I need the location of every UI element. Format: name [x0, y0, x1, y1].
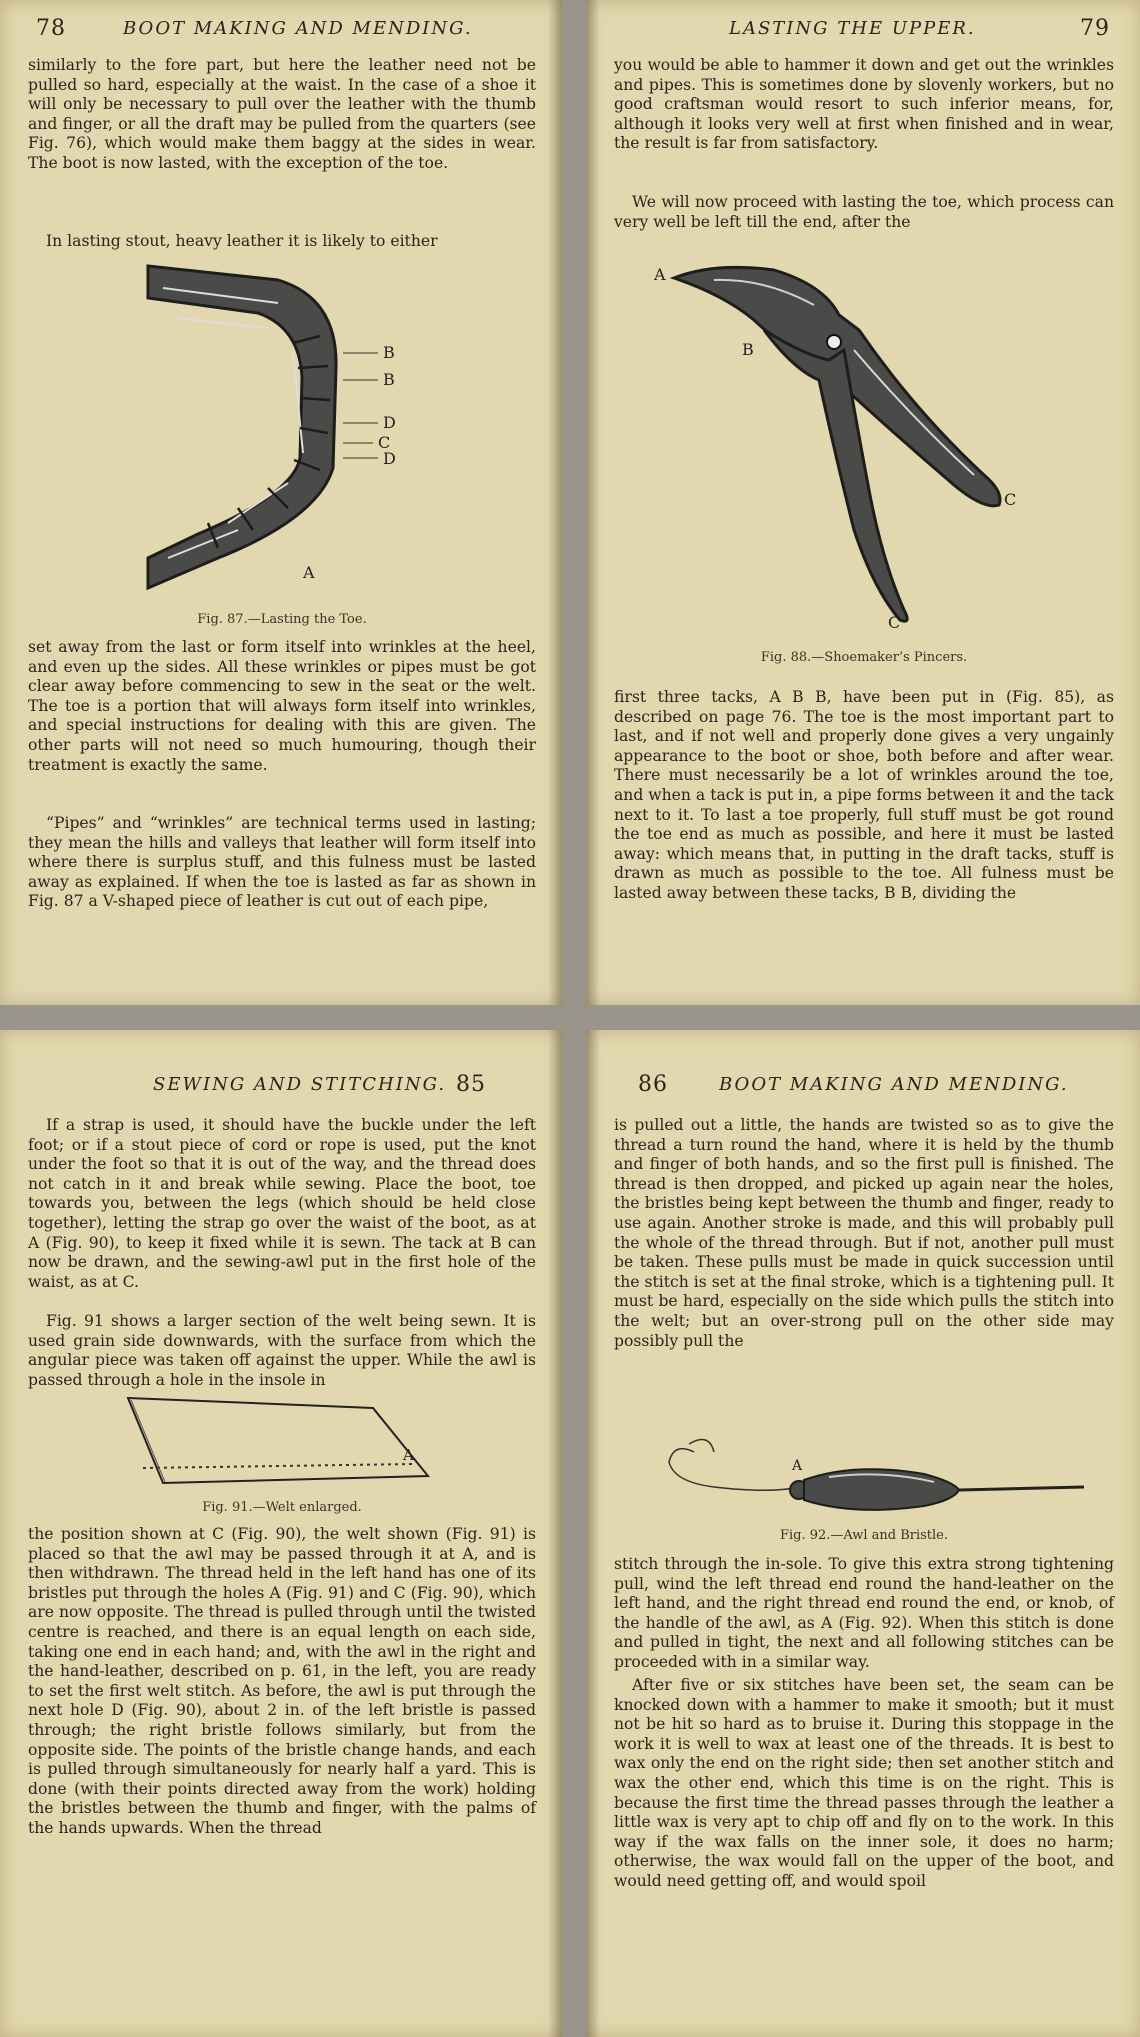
- running-head: BOOT MAKING AND MENDING.: [123, 18, 473, 39]
- label-b: B: [383, 370, 395, 389]
- page-number: 79: [1080, 16, 1110, 41]
- lasting-toe-illustration: [88, 258, 508, 608]
- gutter-shadow: [548, 1030, 562, 2037]
- page-header: [28, 14, 536, 48]
- label-a: A: [303, 563, 315, 582]
- label-c: C: [378, 433, 391, 452]
- gutter-shadow: [586, 0, 600, 1005]
- page-86: [586, 1030, 1140, 2037]
- label-c: C: [888, 613, 901, 632]
- label-a: A: [792, 1458, 803, 1474]
- paragraph: We will now proceed with lasting the toe, which process can very well be left till the end, after the: [614, 193, 1114, 231]
- label-d: D: [383, 413, 396, 432]
- paragraph: Fig. 91 shows a larger section of the welt being sewn. It is used grain side downwards, with the surface from which the angular piece was taken off against the upper. While the awl is passed through a hole in the insole in: [28, 1312, 536, 1389]
- figure-caption: Fig. 87.—Lasting the Toe.: [197, 612, 367, 627]
- running-head: SEWING AND STITCHING.: [153, 1074, 447, 1095]
- paragraph: set away from the last or form itself into wrinkles at the heel, and even up the sides. All these wrinkles or pipes must be got clear away before commencing to sew in the seat or the welt. The toe is a portion that will always form itself into wrinkles, and special instructions for dealing with this are given. The other parts will not need so much humouring, though their treatment is exactly the same.: [28, 638, 536, 774]
- paragraph: you would be able to hammer it down and get out the wrinkles and pipes. This is sometimes done by slovenly workers, but no good craftsman would resort to such inferior means, for, although it looks very well at first when finished and in wear, the result is far from satisfactory.: [614, 56, 1114, 153]
- paragraph: “Pipes” and “wrinkles” are technical terms used in lasting; they mean the hills and valleys that leather will form itself into where there is surplus stuff, and this fulness must be lasted away as explained. If when the toe is lasted as far as shown in Fig. 87 a V-shaped piece of leather is cut out of each pipe,: [28, 814, 536, 911]
- label-b: B: [383, 343, 395, 362]
- figure-shoemakers-pincers: [654, 260, 1094, 640]
- page-85: [0, 1030, 562, 2037]
- page-header: [614, 1070, 1114, 1104]
- paragraph: stitch through the in-sole. To give this extra strong tightening pull, wind the left thread end round the hand-leather on the left hand, and the right thread end round the end, or knob, of the handle of the awl, as A (Fig. 92). When this stitch is done and pulled in tight, the next and all following stitches can be proceeded with in a similar way.: [614, 1555, 1114, 1671]
- page-number: 86: [638, 1072, 668, 1097]
- page-header: [28, 1070, 536, 1104]
- label-d: D: [383, 449, 396, 468]
- label-a: A: [654, 265, 666, 284]
- page-header: [614, 14, 1114, 48]
- gutter-shadow: [586, 1030, 600, 2037]
- figure-welt-enlarged: [123, 1388, 443, 1498]
- figure-awl-and-bristle: [654, 1432, 1094, 1522]
- label-a: A: [403, 1446, 414, 1464]
- running-head: LASTING THE UPPER.: [729, 18, 976, 39]
- label-b: B: [742, 340, 754, 359]
- gutter-shadow: [548, 0, 562, 1005]
- page-79: [586, 0, 1140, 1005]
- figure-caption: Fig. 92.—Awl and Bristle.: [779, 1528, 949, 1543]
- running-head: BOOT MAKING AND MENDING.: [719, 1074, 1069, 1095]
- paragraph: the position shown at C (Fig. 90), the welt shown (Fig. 91) is placed so that the awl may be passed through it at A, and is then withdrawn. The thread held in the left hand has one of its bristles put through the holes A (Fig. 91) and C (Fig. 90), which are now opposite. The thread is pulled through until the twisted centre is reached, and there is an equal length on each side, taking one end in each hand; and, with the awl in the right and the hand-leather, described on p. 61, in the left, you are ready to set the first welt stitch. As before, the awl is put through the next hole D (Fig. 90), about 2 in. of the left bristle is passed through; the right bristle follows similarly, but from the opposite side. The points of the bristle change hands, and each is pulled through simultaneously for nearly half a yard. This is done (with their points directed away from the work) holding the bristles between the thumb and finger, with the palms of the hands upwards. When the thread: [28, 1525, 536, 1837]
- pincers-illustration: [654, 260, 1094, 640]
- paragraph: similarly to the fore part, but here the leather need not be pulled so hard, especially at the waist. In the case of a shoe it will only be necessary to pull over the leather with the thumb and finger, or all the draft may be pulled from the quarters (see Fig. 76), which would make them baggy at the sides in wear. The boot is now lasted, with the exception of the toe.: [28, 56, 536, 172]
- figure-caption: Fig. 88.—Shoemaker’s Pincers.: [760, 650, 968, 665]
- paragraph: first three tacks, A B B, have been put in (Fig. 85), as described on page 76. The toe is the most important part to last, and if not well and properly done gives a very ungainly appearance to the boot or shoe, both before and after wear. There must necessarily be a lot of wrinkles around the toe, and when a tack is put in, a pipe forms between it and the tack next to it. To last a toe properly, full stuff must be got round the toe end as much as possible, and here it must be lasted away: which means that, in putting in the draft tacks, stuff is drawn as much as possible to the toe. All fulness must be lasted away between these tacks, B B, dividing the: [614, 688, 1114, 902]
- label-c: C: [1004, 490, 1017, 509]
- paragraph: After five or six stitches have been set, the seam can be knocked down with a hammer to make it smooth; but it must not be hit so hard as to bruise it. During this stoppage in the work it is well to wax at least one of the threads. It is best to wax only the end on the right side; then set another stitch and wax the other end, which this time is on the right. This is because the first time the thread passes through the leather a little wax is very apt to chip off and fly on to the work. In this way if the wax falls on the inner sole, it does no harm; otherwise, the wax would fall on the upper of the boot, and would need getting off, and would spoil: [614, 1676, 1114, 1890]
- page-number: 78: [36, 16, 66, 41]
- paragraph: is pulled out a little, the hands are twisted so as to give the thread a turn round the hand, where it is held by the thumb and finger of both hands, and so the first pull is finished. The thread is then dropped, and picked up again near the holes, the bristles being kept between the thumb and finger, ready to use again. Another stroke is made, and this will probably pull the whole of the thread through. But if not, another pull must be taken. These pulls must be made in quick succession until the stitch is set at the final stroke, which is a tightening pull. It must be hard, especially on the side which pulls the stitch into the welt; but an over-strong pull on the other side may possibly pull the: [614, 1116, 1114, 1350]
- page-78: [0, 0, 562, 1005]
- figure-lasting-toe: [88, 258, 508, 608]
- paragraph: If a strap is used, it should have the buckle under the left foot; or if a stout piece of cord or rope is used, put the knot under the foot so that it is out of the way, and the thread does not catch in it and break while sewing. Place the boot, toe towards you, between the legs (which should be held close together), letting the strap go over the waist of the boot, as at A (Fig. 90), to keep it fixed while it is sewn. The tack at B can now be drawn, and the sewing-awl put in the first hole of the waist, as at C.: [28, 1116, 536, 1291]
- page-number: 85: [456, 1072, 486, 1097]
- figure-caption: Fig. 91.—Welt enlarged.: [202, 1500, 362, 1515]
- awl-illustration: [654, 1432, 1094, 1522]
- paragraph: In lasting stout, heavy leather it is likely to either: [46, 232, 438, 250]
- welt-illustration: [123, 1388, 443, 1498]
